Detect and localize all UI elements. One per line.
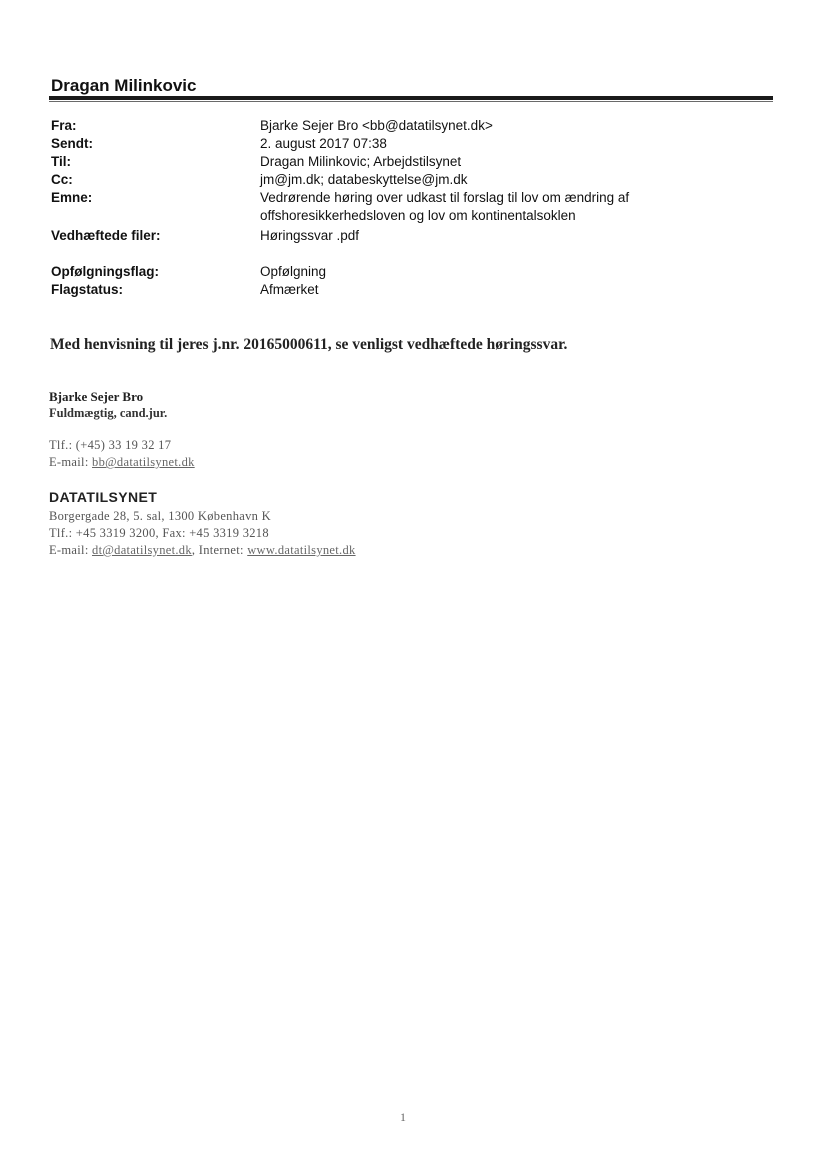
signature-title: Fuldmægtig, cand.jur. [49,406,168,420]
followup-flag-value: Opfølgning [260,264,327,279]
header-divider-thin [49,101,773,102]
organization-website-link[interactable]: www.datatilsynet.dk [247,543,356,557]
sent-value: 2. august 2017 07:38 [260,136,387,151]
flag-status-value: Afmærket [260,282,319,297]
cc-value: jm@jm.dk; databeskyttelse@jm.dk [260,172,468,187]
email-owner-name: Dragan Milinkovic [51,76,197,95]
organization-contact-line [49,543,356,558]
organization-email-prefix: E-mail: [49,543,93,557]
from-label: Fra: [51,118,77,133]
organization-email-link[interactable]: dt@datatilsynet.dk [92,543,192,557]
subject-label: Emne: [51,190,93,205]
to-label: Til: [51,154,71,169]
from-value: Bjarke Sejer Bro <bb@datatilsynet.dk> [260,118,493,133]
signature-email-prefix: E-mail: [49,455,93,469]
to-value: Dragan Milinkovic; Arbejdstilsynet [260,154,462,169]
subject-value-line2: offshoresikkerhedsloven og lov om kontinentalsoklen [260,208,576,223]
cc-label: Cc: [51,172,73,187]
attachments-label: Vedhæftede filer: [51,228,161,243]
organization-name: DATATILSYNET [49,489,158,505]
message-body: Med henvisning til jeres j.nr. 20165000611, se venligst vedhæftede høringssvar. [50,336,568,353]
signature-email-link[interactable]: bb@datatilsynet.dk [92,455,195,469]
internet-separator: , Internet: [191,543,248,557]
signature-name: Bjarke Sejer Bro [49,389,144,404]
signature-email-line [49,455,195,470]
signature-phone: Tlf.: (+45) 33 19 32 17 [49,438,172,452]
sent-label: Sendt: [51,136,93,151]
subject-value-line1: Vedrørende høring over udkast til forslag til lov om ændring af [260,190,630,205]
followup-flag-label: Opfølgningsflag: [51,264,159,279]
attachment-file[interactable]: Høringssvar .pdf [260,228,360,243]
header-divider [49,96,773,100]
organization-phone-fax: Tlf.: +45 3319 3200, Fax: +45 3319 3218 [49,526,269,540]
page-number: 1 [400,1110,406,1124]
flag-status-label: Flagstatus: [51,282,124,297]
organization-address: Borgergade 28, 5. sal, 1300 København K [49,509,271,523]
